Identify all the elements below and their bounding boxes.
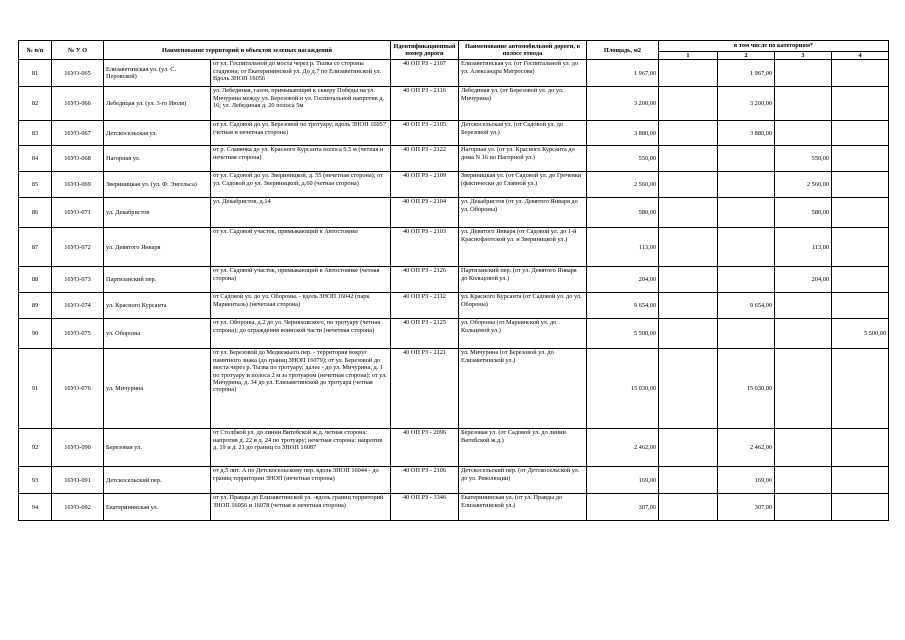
road-id: 40 ОП РЗ - 2106 [391, 467, 459, 494]
table-row [19, 146, 889, 172]
category-2-value: 9 654,00 [718, 293, 775, 319]
uo-code: 16УО-091 [52, 467, 104, 494]
road-name: Детскосельская ул. (от Садовой ул. до Березовой ул.) [459, 121, 587, 146]
area-value: 169,00 [587, 467, 659, 494]
area-value: 2 560,00 [587, 172, 659, 198]
location-description: от р. Славянка до ул. Красного Курсанта полоса 0.5 м (четная и нечетная сторона) [211, 146, 391, 172]
category-3-value [775, 293, 832, 319]
territory-name: Екатерининская ул. [104, 494, 211, 521]
table-row [19, 467, 889, 494]
area-value: 204,00 [587, 267, 659, 293]
uo-code: 16УО-066 [52, 87, 104, 121]
road-name: ул. Мичурина (от Березовой ул. до Елизаветинской ул.) [459, 349, 587, 429]
category-1-value [659, 494, 718, 521]
territory-name: ул. Декабристов [104, 198, 211, 228]
road-id: 40 ОП РЗ - 2112 [391, 293, 459, 319]
table-row [19, 121, 889, 146]
greenery-table-sheet [18, 40, 888, 521]
category-3-value [775, 349, 832, 429]
category-3-value [775, 319, 832, 349]
row-number: 85 [19, 172, 52, 198]
table-row [19, 87, 889, 121]
road-name: Елизаветинская ул. (от Госпитальной ул. до ул. Александра Матросова) [459, 60, 587, 87]
road-id: 40 ОП РЗ - 2126 [391, 267, 459, 293]
category-1-value [659, 87, 718, 121]
road-name: Звериницкая ул. (от Садовой ул. до Гречевки (фактически до Главной ул.) [459, 172, 587, 198]
header-cat-3: 3 [775, 52, 832, 60]
category-1-value [659, 267, 718, 293]
table-row [19, 267, 889, 293]
territory-name: Лебедицая ул. (ул. 3-го Июля) [104, 87, 211, 121]
territory-name: Нагорная ул. [104, 146, 211, 172]
table-row [19, 228, 889, 267]
location-description: ул. Декабристов, д.14 [211, 198, 391, 228]
header-name: Наименование территорий и объектов зеленых насаждений [104, 41, 391, 60]
category-1-value [659, 198, 718, 228]
header-num: № п/п [19, 41, 52, 60]
location-description: от д.5 лит. А по Детскосельскому пер. вдоль ЗНОП 16044 - до границ территории ЗНОП (нечетная сторона) [211, 467, 391, 494]
header-area: Площадь, м2 [587, 41, 659, 60]
row-number: 86 [19, 198, 52, 228]
category-1-value [659, 121, 718, 146]
location-description: ул. Лебединая, газон, примыкающий к скверу Победы на ул. Мичурина между ул. Березовой и ул. Госпитальной напротив д. 16; ул. Лебединая д. 20 полоса 5м [211, 87, 391, 121]
territory-name: ул. Красного Курсанта [104, 293, 211, 319]
uo-code: 16УО-072 [52, 228, 104, 267]
uo-code: 16УО-073 [52, 267, 104, 293]
category-1-value [659, 228, 718, 267]
table-body [19, 60, 889, 521]
category-4-value [832, 349, 889, 429]
category-2-value [718, 198, 775, 228]
category-4-value [832, 146, 889, 172]
table-row [19, 349, 889, 429]
table-row [19, 293, 889, 319]
road-id: 40 ОП РЗ - 2096 [391, 429, 459, 467]
header-road: Наименование автомобильной дороги, в полосе отвода [459, 41, 587, 60]
category-4-value [832, 60, 889, 87]
category-2-value: 307,00 [718, 494, 775, 521]
category-3-value [775, 87, 832, 121]
table-row [19, 60, 889, 87]
territory-name: Детскосельский пер. [104, 467, 211, 494]
location-description: от ул. Госпитальной до моста через р. Тызва со стороны стадиона; от Екатерининской ул. До д.7 по Елизаветинской ул. Вдоль ЗНОП 16056 [211, 60, 391, 87]
category-1-value [659, 293, 718, 319]
uo-code: 16УО-092 [52, 494, 104, 521]
category-3-value: 2 560,00 [775, 172, 832, 198]
road-name: ул. Красного Курсанта (от Садовой ул. до ул. Обороны) [459, 293, 587, 319]
location-description: от ул. Обороны, д.2 до ул. Черняховского, по тротуару (четная сторона); до ограждения воинской части (нечетная сторона) [211, 319, 391, 349]
category-1-value [659, 349, 718, 429]
header-cat-1: 1 [659, 52, 718, 60]
category-3-value: 550,00 [775, 146, 832, 172]
row-number: 91 [19, 349, 52, 429]
uo-code: 16УО-074 [52, 293, 104, 319]
area-value: 113,00 [587, 228, 659, 267]
category-2-value: 3 880,00 [718, 121, 775, 146]
category-3-value: 580,00 [775, 198, 832, 228]
location-description: от ул. Правды до Елизаветинской ул. -вдоль границ территорий ЗНОП 16056 и 16078 (четная и нечетная сторона) [211, 494, 391, 521]
road-name: Лебединая ул. (от Березовой ул. до ул. Мичурина) [459, 87, 587, 121]
territory-name: Детскосельская ул. [104, 121, 211, 146]
territory-name: Елизаветинская ул. (ул. С. Перовской) [104, 60, 211, 87]
greenery-table [18, 40, 889, 521]
row-number: 93 [19, 467, 52, 494]
row-number: 83 [19, 121, 52, 146]
category-3-value [775, 467, 832, 494]
area-value: 3 200,00 [587, 87, 659, 121]
category-4-value [832, 494, 889, 521]
category-3-value: 113,00 [775, 228, 832, 267]
category-3-value [775, 60, 832, 87]
table-row [19, 429, 889, 467]
category-2-value [718, 267, 775, 293]
header-cat-4: 4 [832, 52, 889, 60]
header-cat-2: 2 [718, 52, 775, 60]
location-description: от ул. Садовой до ул. Березовой по тротуару; вдоль ЗНОП 16057 (четная и нечетная сторона) [211, 121, 391, 146]
road-name: Березовая ул. (от Садовой ул. до линии Витебской ж.д.) [459, 429, 587, 467]
header-ident: Идентификационный номер дороги [391, 41, 459, 60]
category-1-value [659, 467, 718, 494]
territory-name: ул. Мичурина [104, 349, 211, 429]
row-number: 89 [19, 293, 52, 319]
table-row [19, 198, 889, 228]
category-1-value [659, 60, 718, 87]
category-1-value [659, 146, 718, 172]
row-number: 82 [19, 87, 52, 121]
row-number: 84 [19, 146, 52, 172]
location-description: от Столбкой ул. до линии Витебской ж.д. четная сторона: напротив д. 22 и д. 24 по тротуару; нечетная сторона: напротив д. 19 и д. 21 до границ со ЗНОП 16087 [211, 429, 391, 467]
category-3-value [775, 494, 832, 521]
category-2-value: 2 462,00 [718, 429, 775, 467]
category-1-value [659, 429, 718, 467]
road-id: 40 ОП РЗ - 3346 [391, 494, 459, 521]
area-value: 550,00 [587, 146, 659, 172]
road-id: 40 ОП РЗ - 2122 [391, 146, 459, 172]
category-2-value: 1 967,00 [718, 60, 775, 87]
uo-code: 16УО-065 [52, 60, 104, 87]
location-description: от ул. Березовой до Медвежьего пер. - территория вокруг памятного знака (до границ ЗНОП 16079); от ул. Березовой до моста через р. Тызва по тротуару; далее - до ул. Мичурина, д. 1 по тротуару и полоса 2 м за тротуаром (нечетная сторона); от ул. Мичурина, д. 34 до ул. Елизаветинской до тротуара (четная сторона) [211, 349, 391, 429]
uo-code: 16УО-071 [52, 198, 104, 228]
category-3-value [775, 429, 832, 467]
category-4-value [832, 198, 889, 228]
uo-code: 16УО-090 [52, 429, 104, 467]
category-4-value [832, 121, 889, 146]
area-value: 307,00 [587, 494, 659, 521]
category-4-value [832, 429, 889, 467]
uo-code: 16УО-076 [52, 349, 104, 429]
table-row [19, 172, 889, 198]
category-2-value [718, 172, 775, 198]
table-row [19, 319, 889, 349]
area-value: 2 462,00 [587, 429, 659, 467]
road-name: Нагорная ул. (от ул. Красного Курсанта до дома N 16 по Нагорной ул.) [459, 146, 587, 172]
uo-code: 16УО-067 [52, 121, 104, 146]
road-id: 40 ОП РЗ - 2107 [391, 60, 459, 87]
category-4-value [832, 87, 889, 121]
category-3-value [775, 121, 832, 146]
area-value: 1 967,00 [587, 60, 659, 87]
category-1-value [659, 172, 718, 198]
road-name: Партизанский пер. (от ул. Девятого Января до Кольцовой ул.) [459, 267, 587, 293]
location-description: от ул. Садовой участок, примыкающий к Автостоянке [211, 228, 391, 267]
category-2-value [718, 228, 775, 267]
category-1-value [659, 319, 718, 349]
category-4-value: 5 500,00 [832, 319, 889, 349]
row-number: 88 [19, 267, 52, 293]
category-4-value [832, 172, 889, 198]
territory-name: Партизанский пер. [104, 267, 211, 293]
area-value: 3 880,00 [587, 121, 659, 146]
category-3-value: 204,00 [775, 267, 832, 293]
road-id: 40 ОП РЗ - 2125 [391, 319, 459, 349]
category-2-value [718, 319, 775, 349]
row-number: 94 [19, 494, 52, 521]
area-value: 5 500,00 [587, 319, 659, 349]
row-number: 87 [19, 228, 52, 267]
area-value: 9 654,00 [587, 293, 659, 319]
road-name: Екатерининская ул. (от ул. Правды до Елизаветинской ул.) [459, 494, 587, 521]
road-id: 40 ОП РЗ - 2105 [391, 121, 459, 146]
road-id: 40 ОП РЗ - 2116 [391, 87, 459, 121]
category-4-value [832, 267, 889, 293]
territory-name: ул. Обороны [104, 319, 211, 349]
road-id: 40 ОП РЗ - 2121 [391, 349, 459, 429]
category-4-value [832, 293, 889, 319]
area-value: 15 030,00 [587, 349, 659, 429]
uo-code: 16УО-075 [52, 319, 104, 349]
header-uo: № У О [52, 41, 104, 60]
location-description: от ул. Садовой до ул. Звериницкой, д. 55 (нечетная сторона); от ул. Садовой до ул. Звериницкой, д.60 (четная сторона) [211, 172, 391, 198]
area-value: 580,00 [587, 198, 659, 228]
road-id: 40 ОП РЗ - 2109 [391, 172, 459, 198]
row-number: 81 [19, 60, 52, 87]
territory-name: Звериницкая ул. (ул. Ф. Энгельса) [104, 172, 211, 198]
territory-name: ул. Девятого Января [104, 228, 211, 267]
road-id: 40 ОП РЗ - 2104 [391, 198, 459, 228]
road-name: ул. Девятого Января (от Садовой ул. до 1-й Краснофлотской ул. и Звериницкой ул.) [459, 228, 587, 267]
category-2-value [718, 146, 775, 172]
table-row [19, 494, 889, 521]
road-id: 40 ОП РЗ - 2103 [391, 228, 459, 267]
category-4-value [832, 467, 889, 494]
row-number: 90 [19, 319, 52, 349]
header-categories: в том числе по категориям* [659, 41, 889, 52]
row-number: 92 [19, 429, 52, 467]
category-2-value: 3 200,00 [718, 87, 775, 121]
location-description: от Садовой ул. до ул. Обороны. - вдоль ЗНОП 16042 (парк Мариенталь) (нечетная сторона) [211, 293, 391, 319]
uo-code: 16УО-068 [52, 146, 104, 172]
road-name: Детскосельский пер. (от Детскосельской ул. до ул. Революции) [459, 467, 587, 494]
uo-code: 16УО-069 [52, 172, 104, 198]
category-4-value [832, 228, 889, 267]
category-2-value: 15 030,00 [718, 349, 775, 429]
road-name: ул. Обороны (от Марьинской ул. до Кольцевой ул.) [459, 319, 587, 349]
location-description: от ул. Садовой участок, примыкающий к Автостоянке (четная сторона) [211, 267, 391, 293]
road-name: ул. Декабристов (от ул. Девятого Января до ул. Обороны) [459, 198, 587, 228]
territory-name: Березовая ул. [104, 429, 211, 467]
category-2-value: 169,00 [718, 467, 775, 494]
